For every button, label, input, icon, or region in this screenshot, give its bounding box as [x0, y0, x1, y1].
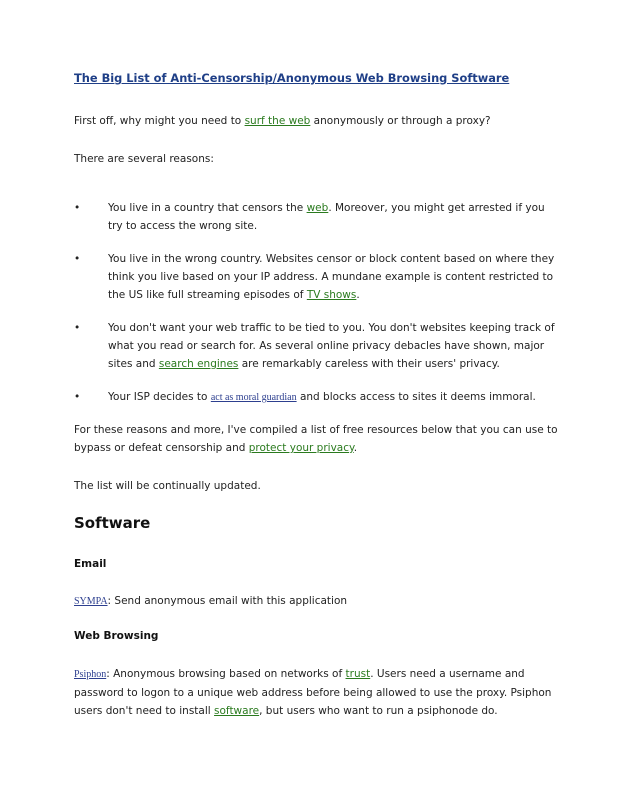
- list-text: You live in a country that censors the: [108, 202, 307, 214]
- list-item: [74, 199, 545, 235]
- list-item: [74, 250, 555, 304]
- web-browsing-heading: Web Browsing: [74, 630, 159, 642]
- psiphon-entry: [74, 665, 551, 720]
- psiphon-text: users don't need to install: [74, 705, 215, 717]
- bullet-icon: •: [74, 253, 81, 265]
- paragraph-line: For these reasons and more, I've compiled a list of free resources below that you can use to: [74, 424, 558, 436]
- trust-link[interactable]: trust: [345, 668, 371, 680]
- list-text: Your ISP decides to: [108, 391, 211, 403]
- reasons-intro: There are several reasons:: [74, 153, 214, 165]
- bullet-icon: •: [74, 391, 81, 403]
- list-text: are remarkably careless with their users' privacy.: [238, 358, 500, 370]
- software-link[interactable]: software: [214, 705, 260, 717]
- list-text: sites and: [108, 358, 159, 370]
- intro-text-after: anonymously or through a proxy?: [310, 115, 491, 127]
- list-text: what you read or search for. As several online privacy debacles have shown, major: [108, 340, 545, 352]
- protect-your-privacy-link[interactable]: protect your privacy: [248, 442, 354, 454]
- software-heading: Software: [74, 514, 151, 532]
- list-text: You live in the wrong country. Websites censor or block content based on where they: [108, 253, 555, 265]
- sympa-link[interactable]: SYMPA: [74, 596, 108, 607]
- surf-the-web-link[interactable]: surf the web: [244, 115, 311, 127]
- tv-shows-link[interactable]: TV shows: [306, 289, 357, 301]
- list-text: try to access the wrong site.: [108, 220, 258, 232]
- list-text: and blocks access to sites it deems immoral.: [296, 391, 536, 403]
- list-text: the US like full streaming episodes of: [108, 289, 307, 301]
- list-item: [74, 319, 555, 373]
- search-engines-link[interactable]: search engines: [158, 358, 239, 370]
- psiphon-text: . Users need a username and: [370, 668, 525, 680]
- list-text: You don't want your web traffic to be tied to you. You don't websites keeping track of: [108, 322, 555, 334]
- psiphon-link[interactable]: Psiphon: [74, 669, 107, 680]
- list-text: think you live based on your IP address. A mundane example is content restricted to: [108, 271, 553, 283]
- paragraph-text: .: [353, 442, 358, 454]
- list-item: [74, 388, 536, 407]
- web-link[interactable]: web: [306, 202, 329, 214]
- bullet-icon: •: [74, 322, 81, 334]
- moral-guardian-link[interactable]: act as moral guardian: [210, 392, 297, 403]
- list-text: .: [356, 289, 360, 301]
- intro-text-before: First off, why might you need to: [74, 115, 245, 127]
- sympa-entry: [74, 592, 347, 611]
- bullet-icon: •: [74, 202, 81, 214]
- psiphon-text: , but users who want to run a psiphonode do.: [259, 705, 498, 717]
- page-title[interactable]: The Big List of Anti-Censorship/Anonymous Web Browsing Software: [74, 71, 510, 85]
- reasons-paragraph: [74, 421, 558, 457]
- intro-paragraph: [74, 112, 491, 130]
- email-heading: Email: [74, 558, 107, 570]
- sympa-description: : Send anonymous email with this application: [107, 595, 348, 607]
- paragraph-text: bypass or defeat censorship and: [74, 442, 249, 454]
- psiphon-text: password to logon to a unique web address before being allowed to use the proxy. Psiphon: [74, 687, 552, 699]
- psiphon-text: : Anonymous browsing based on networks of: [106, 668, 346, 680]
- update-note: The list will be continually updated.: [74, 480, 261, 492]
- list-text: . Moreover, you might get arrested if you: [328, 202, 545, 214]
